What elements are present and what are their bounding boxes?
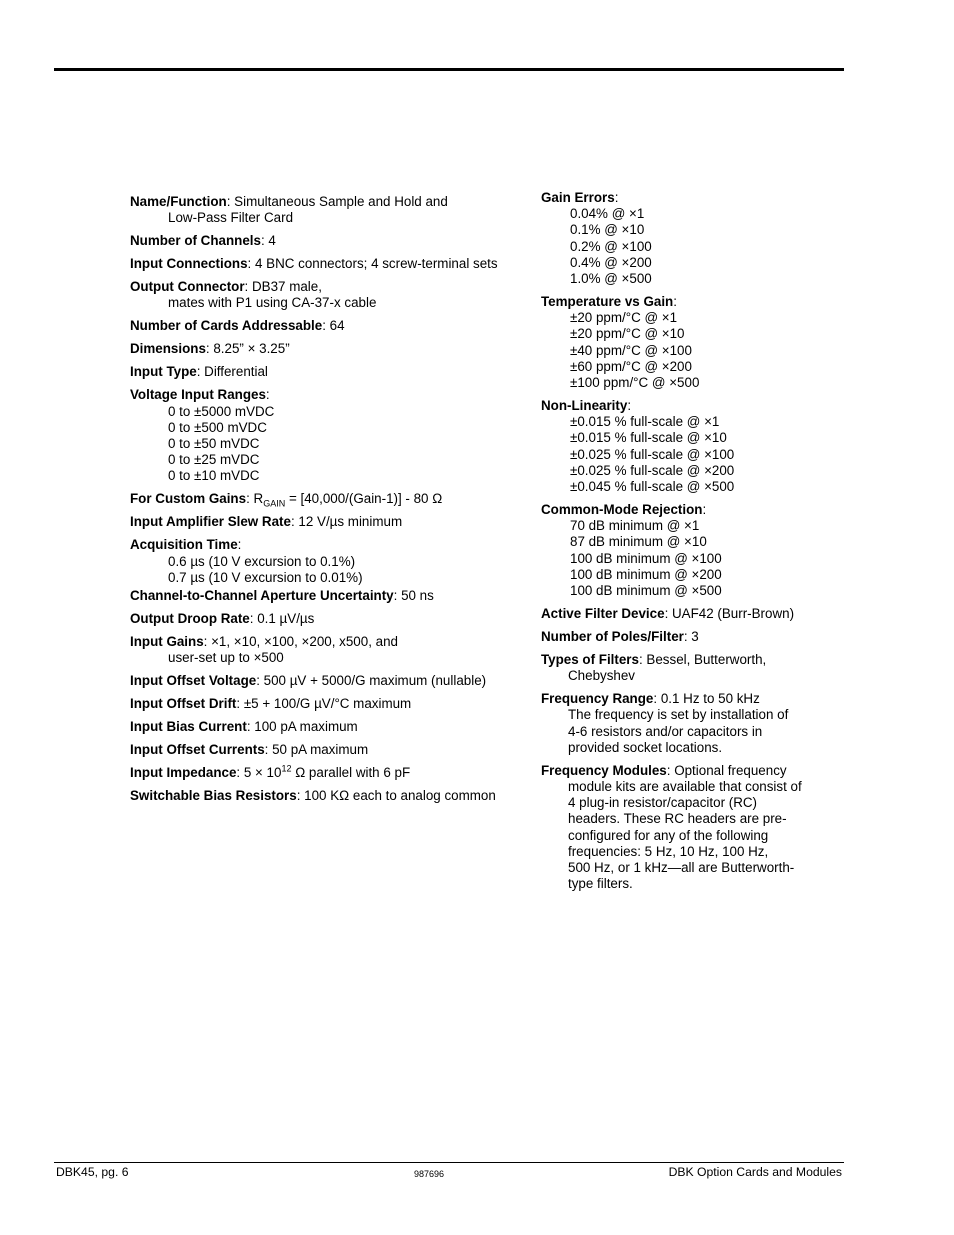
spec-filter-device bbox=[541, 606, 841, 622]
spec-list-item: 0 to ±10 mVDC bbox=[168, 468, 260, 484]
spec-input-connections bbox=[130, 256, 530, 272]
spec-value: : 50 ns bbox=[393, 588, 434, 604]
spec-label: Types of Filters bbox=[541, 652, 639, 668]
spec-channels bbox=[130, 233, 530, 249]
spec-dimensions bbox=[130, 341, 530, 357]
spec-input-gains bbox=[130, 634, 530, 666]
spec-list-item: 100 dB minimum @ ×500 bbox=[570, 583, 722, 599]
spec-list-item: ±0.025 % full-scale @ ×100 bbox=[570, 446, 735, 462]
spec-bias-resistors bbox=[130, 788, 530, 804]
spec-list-item: ±100 ppm/°C @ ×500 bbox=[570, 375, 700, 391]
spec-offset-currents bbox=[130, 742, 530, 758]
spec-label: Temperature vs Gain bbox=[541, 294, 674, 310]
spec-value: : Differential bbox=[196, 364, 268, 380]
spec-label: Active Filter Device bbox=[541, 606, 665, 622]
spec-slew-rate bbox=[130, 514, 530, 530]
spec-freq-modules bbox=[541, 763, 841, 893]
spec-label: Input Gains bbox=[130, 634, 204, 650]
spec-cards-addressable bbox=[130, 318, 530, 334]
spec-value: : bbox=[265, 387, 270, 403]
spec-label: Input Bias Current bbox=[130, 719, 247, 735]
spec-continuation: 4-6 resistors and/or capacitors in bbox=[568, 723, 763, 739]
spec-label: Input Impedance bbox=[130, 765, 237, 781]
spec-list-item: 0.2% @ ×100 bbox=[570, 238, 652, 254]
spec-list-item: 0.04% @ ×1 bbox=[570, 206, 645, 222]
spec-list-item: ±0.025 % full-scale @ ×200 bbox=[570, 462, 735, 478]
spec-list-item: 0.1% @ ×10 bbox=[570, 222, 645, 238]
spec-label: Number of Poles/Filter bbox=[541, 629, 684, 645]
spec-value: : bbox=[702, 502, 707, 518]
spec-cmr bbox=[541, 502, 841, 599]
spec-label: Input Offset Currents bbox=[130, 742, 265, 758]
spec-value: : 3 bbox=[683, 629, 699, 645]
spec-list-item: 0 to ±5000 mVDC bbox=[168, 403, 275, 419]
spec-continuation: provided socket locations. bbox=[568, 739, 723, 755]
spec-value: : 8.25” × 3.25” bbox=[205, 341, 290, 357]
spec-freq-range bbox=[541, 691, 841, 756]
spec-label: Non-Linearity bbox=[541, 398, 628, 414]
spec-value: : 50 pA maximum bbox=[264, 742, 369, 758]
spec-label: For Custom Gains bbox=[130, 491, 247, 507]
spec-value: : Simultaneous Sample and Hold and bbox=[226, 194, 448, 209]
spec-value: : ×1, ×10, ×100, ×200, x500, and bbox=[203, 634, 398, 650]
header-rule bbox=[54, 68, 844, 71]
spec-continuation: Low-Pass Filter Card bbox=[168, 210, 294, 226]
spec-value-post: = [40,000/(Gain-1)] - 80 Ω bbox=[285, 491, 443, 507]
spec-nonlinearity bbox=[541, 398, 841, 495]
spec-list-item: ±0.045 % full-scale @ ×500 bbox=[570, 479, 735, 495]
spec-value: : bbox=[673, 294, 677, 310]
spec-list-item: 0 to ±25 mVDC bbox=[168, 452, 260, 468]
spec-continuation: mates with P1 using CA-37-x cable bbox=[168, 295, 377, 311]
spec-value: : ±5 + 100/G µV/°C maximum bbox=[236, 696, 412, 712]
spec-list-item: 0.7 µs (10 V excursion to 0.01%) bbox=[168, 569, 363, 585]
spec-value: : Bessel, Butterworth, bbox=[638, 652, 767, 668]
spec-label: Name/Function bbox=[130, 194, 227, 209]
footer-doc-number: 987696 bbox=[414, 1169, 445, 1179]
spec-label: Input Type bbox=[130, 364, 197, 380]
spec-value: : 500 µV + 5000/G maximum (nullable) bbox=[256, 673, 487, 689]
spec-acquisition bbox=[130, 537, 530, 586]
spec-column-right bbox=[541, 190, 841, 899]
spec-continuation: The frequency is set by installation of bbox=[568, 707, 789, 723]
spec-list-item: ±20 ppm/°C @ ×10 bbox=[570, 326, 685, 342]
spec-continuation: 4 plug-in resistor/capacitor (RC) bbox=[568, 795, 758, 811]
spec-custom-gains bbox=[130, 491, 530, 510]
spec-value: : 100 pA maximum bbox=[246, 719, 358, 735]
spec-value: : 64 bbox=[322, 318, 345, 334]
spec-label: Frequency Range bbox=[541, 691, 654, 707]
spec-value: : 5 × 10 bbox=[236, 765, 282, 781]
spec-filter-types bbox=[541, 652, 841, 684]
spec-label: Common-Mode Rejection bbox=[541, 502, 703, 518]
spec-label: Switchable Bias Resistors bbox=[130, 788, 297, 804]
spec-list-item: 0 to ±50 mVDC bbox=[168, 436, 260, 452]
spec-list-item: 0.4% @ ×200 bbox=[570, 254, 652, 270]
spec-poles bbox=[541, 629, 841, 645]
spec-label: Acquisition Time bbox=[130, 537, 238, 553]
spec-bias-current bbox=[130, 719, 530, 735]
spec-list-item: ±0.015 % full-scale @ ×1 bbox=[570, 414, 720, 430]
spec-superscript: 12 bbox=[281, 763, 292, 774]
spec-value: : UAF42 (Burr-Brown) bbox=[664, 606, 795, 622]
spec-label: Input Amplifier Slew Rate bbox=[130, 514, 291, 530]
spec-list-item: 0.6 µs (10 V excursion to 0.1%) bbox=[168, 553, 356, 569]
spec-name-function bbox=[130, 194, 530, 226]
spec-offset-voltage bbox=[130, 673, 530, 689]
spec-aperture bbox=[130, 588, 530, 604]
spec-list-item: ±40 ppm/°C @ ×100 bbox=[570, 342, 692, 358]
spec-label: Input Offset Drift bbox=[130, 696, 237, 712]
spec-label: Gain Errors bbox=[541, 190, 615, 205]
spec-list-item: 100 dB minimum @ ×100 bbox=[570, 550, 722, 566]
spec-column-left bbox=[130, 194, 530, 811]
spec-label: Number of Channels bbox=[130, 233, 261, 249]
spec-value: : 100 KΩ each to analog common bbox=[296, 788, 496, 804]
spec-offset-drift bbox=[130, 696, 530, 712]
spec-label: Input Offset Voltage bbox=[130, 673, 257, 689]
spec-subscript: GAIN bbox=[263, 499, 286, 510]
spec-continuation: frequencies: 5 Hz, 10 Hz, 100 Hz, bbox=[568, 843, 769, 859]
spec-label: Input Connections bbox=[130, 256, 248, 272]
spec-impedance bbox=[130, 765, 530, 781]
spec-continuation: headers. These RC headers are pre- bbox=[568, 811, 787, 827]
spec-continuation: configured for any of the following bbox=[568, 827, 769, 843]
spec-value: : 4 bbox=[260, 233, 276, 249]
spec-output-connector bbox=[130, 279, 530, 311]
spec-list-item: ±60 ppm/°C @ ×200 bbox=[570, 358, 692, 374]
spec-list-item: 1.0% @ ×500 bbox=[570, 271, 652, 287]
spec-value: : bbox=[627, 398, 632, 414]
spec-continuation: type filters. bbox=[568, 876, 633, 892]
spec-continuation: 500 Hz, or 1 kHz—all are Butterworth- bbox=[568, 860, 795, 876]
spec-value: : bbox=[237, 537, 242, 553]
spec-label: Frequency Modules bbox=[541, 762, 667, 778]
spec-continuation: Chebyshev bbox=[568, 668, 635, 684]
spec-value-post: Ω parallel with 6 pF bbox=[291, 765, 411, 781]
spec-droop bbox=[130, 611, 530, 627]
spec-label: Number of Cards Addressable bbox=[130, 318, 323, 334]
spec-label: Dimensions bbox=[130, 341, 206, 357]
spec-label: Voltage Input Ranges bbox=[130, 387, 266, 403]
footer-rule bbox=[54, 1162, 844, 1163]
spec-continuation: module kits are available that consist of bbox=[568, 779, 802, 795]
spec-value: : bbox=[614, 190, 619, 205]
spec-value: : 4 BNC connectors; 4 screw-terminal sets bbox=[247, 256, 498, 272]
spec-list-item: 70 dB minimum @ ×1 bbox=[570, 518, 700, 534]
spec-list-item: ±20 ppm/°C @ ×1 bbox=[570, 310, 678, 326]
spec-value: : DB37 male, bbox=[244, 279, 322, 295]
spec-label: Output Droop Rate bbox=[130, 611, 250, 627]
spec-list-item: ±0.015 % full-scale @ ×10 bbox=[570, 430, 727, 446]
spec-value: : 0.1 Hz to 50 kHz bbox=[653, 691, 760, 707]
spec-list-item: 87 dB minimum @ ×10 bbox=[570, 534, 707, 550]
spec-gain-errors bbox=[541, 190, 841, 287]
spec-voltage-ranges bbox=[130, 387, 530, 484]
spec-label: Output Connector bbox=[130, 279, 245, 295]
spec-list-item: 0 to ±500 mVDC bbox=[168, 419, 267, 435]
spec-value: : 12 V/µs minimum bbox=[290, 514, 403, 530]
spec-value: : R bbox=[246, 491, 264, 507]
spec-list-item: 100 dB minimum @ ×200 bbox=[570, 566, 722, 582]
spec-value: : Optional frequency bbox=[666, 762, 787, 778]
spec-continuation: user-set up to ×500 bbox=[168, 650, 284, 666]
spec-value: : 0.1 µV/µs bbox=[249, 611, 315, 627]
spec-label: Channel-to-Channel Aperture Uncertainty bbox=[130, 588, 394, 604]
spec-temp-gain bbox=[541, 294, 841, 391]
spec-input-type bbox=[130, 364, 530, 380]
footer-doc-title: DBK Option Cards and Modules bbox=[668, 1165, 842, 1179]
footer-page-number: DBK45, pg. 6 bbox=[56, 1165, 129, 1179]
